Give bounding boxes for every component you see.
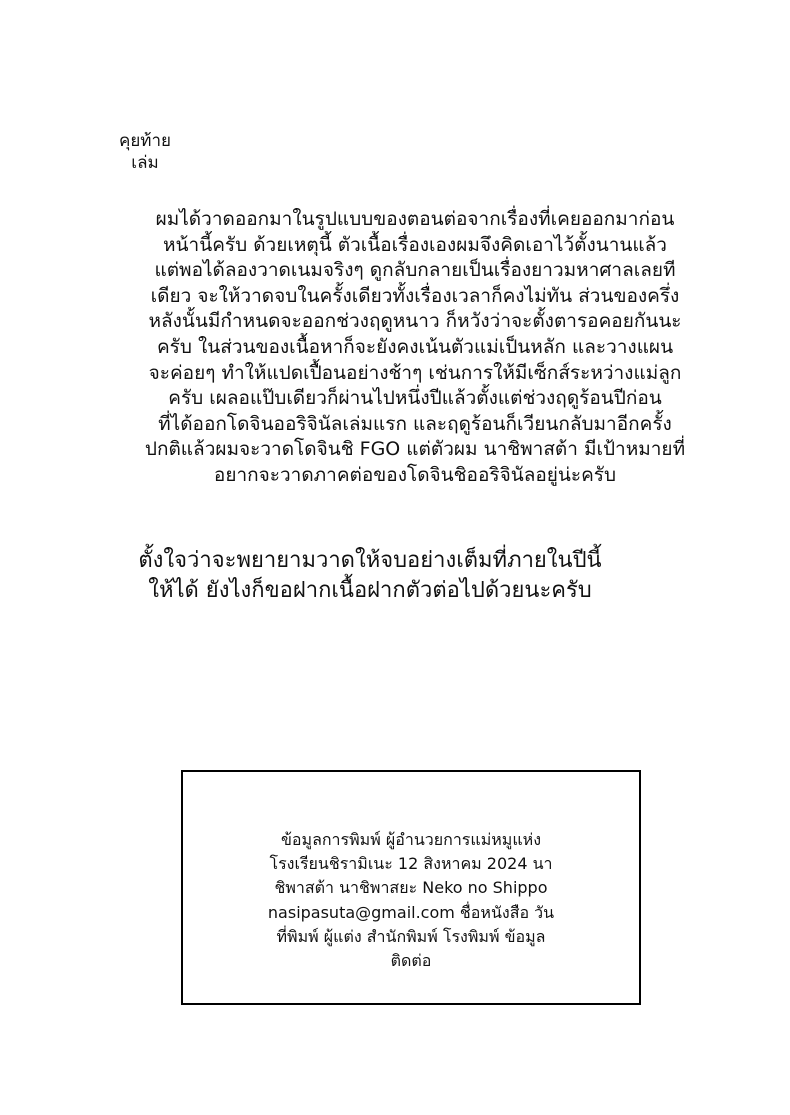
colophon-line: nasipasuta@gmail.com ชื่อหนังสือ วัน (267, 902, 555, 922)
body-line: หลังนั้นมีกำหนดจะออกช่วงฤดูหนาว ก็หวังว่าจะตั้งตารอคอยกันนะ (148, 310, 682, 333)
colophon-line: ชิพาสต้า นาชิพาสยะ Neko no Shippo (274, 878, 548, 898)
body-line: จะค่อยๆ ทำให้แปดเปื้อนอย่างช้าๆ เช่นการให้มีเซ็กส์ระหว่างแม่ลูก (148, 361, 682, 384)
colophon-line: ที่พิมพ์ ผู้แต่ง สำนักพิมพ์ โรงพิมพ์ ข้อมูล (276, 926, 546, 946)
heading-line: เล่ม (131, 153, 159, 173)
body-line: เดียว จะให้วาดจบในครั้งเดียวทั้งเรื่องเวลาก็คงไม่ทัน ส่วนของครึ่ง (150, 284, 680, 307)
afterword-heading (100, 130, 190, 174)
heading-line: คุยท้าย (118, 131, 172, 151)
colophon-text (183, 828, 639, 973)
afterword-closing (90, 546, 650, 606)
body-line: ครับ เผลอแป๊บเดียวก็ผ่านไปหนึ่งปีแล้วตั้งแต่ช่วงฤดูร้อนปีก่อน (168, 387, 662, 410)
colophon-box (181, 770, 641, 1005)
body-line: ผมได้วาดออกมาในรูปแบบของตอนต่อจากเรื่องที่เคยออกมาก่อน (155, 208, 675, 230)
closing-line: ตั้งใจว่าจะพยายามวาดให้จบอย่างเต็มที่ภายในปีนี้ (138, 548, 602, 573)
body-line: ปกติแล้วผมจะวาดโดจินชิ FGO แต่ตัวผม นาชิพาสต้า มีเป้าหมายที่ (144, 438, 686, 461)
colophon-line: ติดต่อ (390, 951, 432, 971)
colophon-line: ข้อมูลการพิมพ์ ผู้อำนวยการแม่หมูแห่ง (280, 830, 542, 849)
body-line: ที่ได้ออกโดจินออริจินัลเล่มแรก และฤดูร้อนก็เวียนกลับมาอีกครั้ง (158, 412, 672, 435)
afterword-body (92, 207, 738, 489)
colophon-line: โรงเรียนชิรามิเนะ 12 สิงหาคม 2024 นา (269, 854, 553, 874)
body-line: อยากจะวาดภาคต่อของโดจินชิออริจินัลอยู่น่ะครับ (213, 463, 617, 486)
body-line: แต่พอได้ลองวาดเนมจริงๆ ดูกลับกลายเป็นเรื่องยาวมหาศาลเลยที (154, 259, 676, 282)
body-line: ครับ ในส่วนของเนื้อหาก็จะยังคงเน้นตัวแม่เป็นหลัก และวางแผน (156, 335, 674, 358)
closing-line: ให้ได้ ยังไงก็ขอฝากเนื้อฝากตัวต่อไปด้วยนะครับ (148, 578, 592, 603)
body-line: หน้านี้ครับ ด้วยเหตุนี้ ตัวเนื้อเรื่องเองผมจึงคิดเอาไว้ตั้งนานแล้ว (163, 233, 667, 256)
